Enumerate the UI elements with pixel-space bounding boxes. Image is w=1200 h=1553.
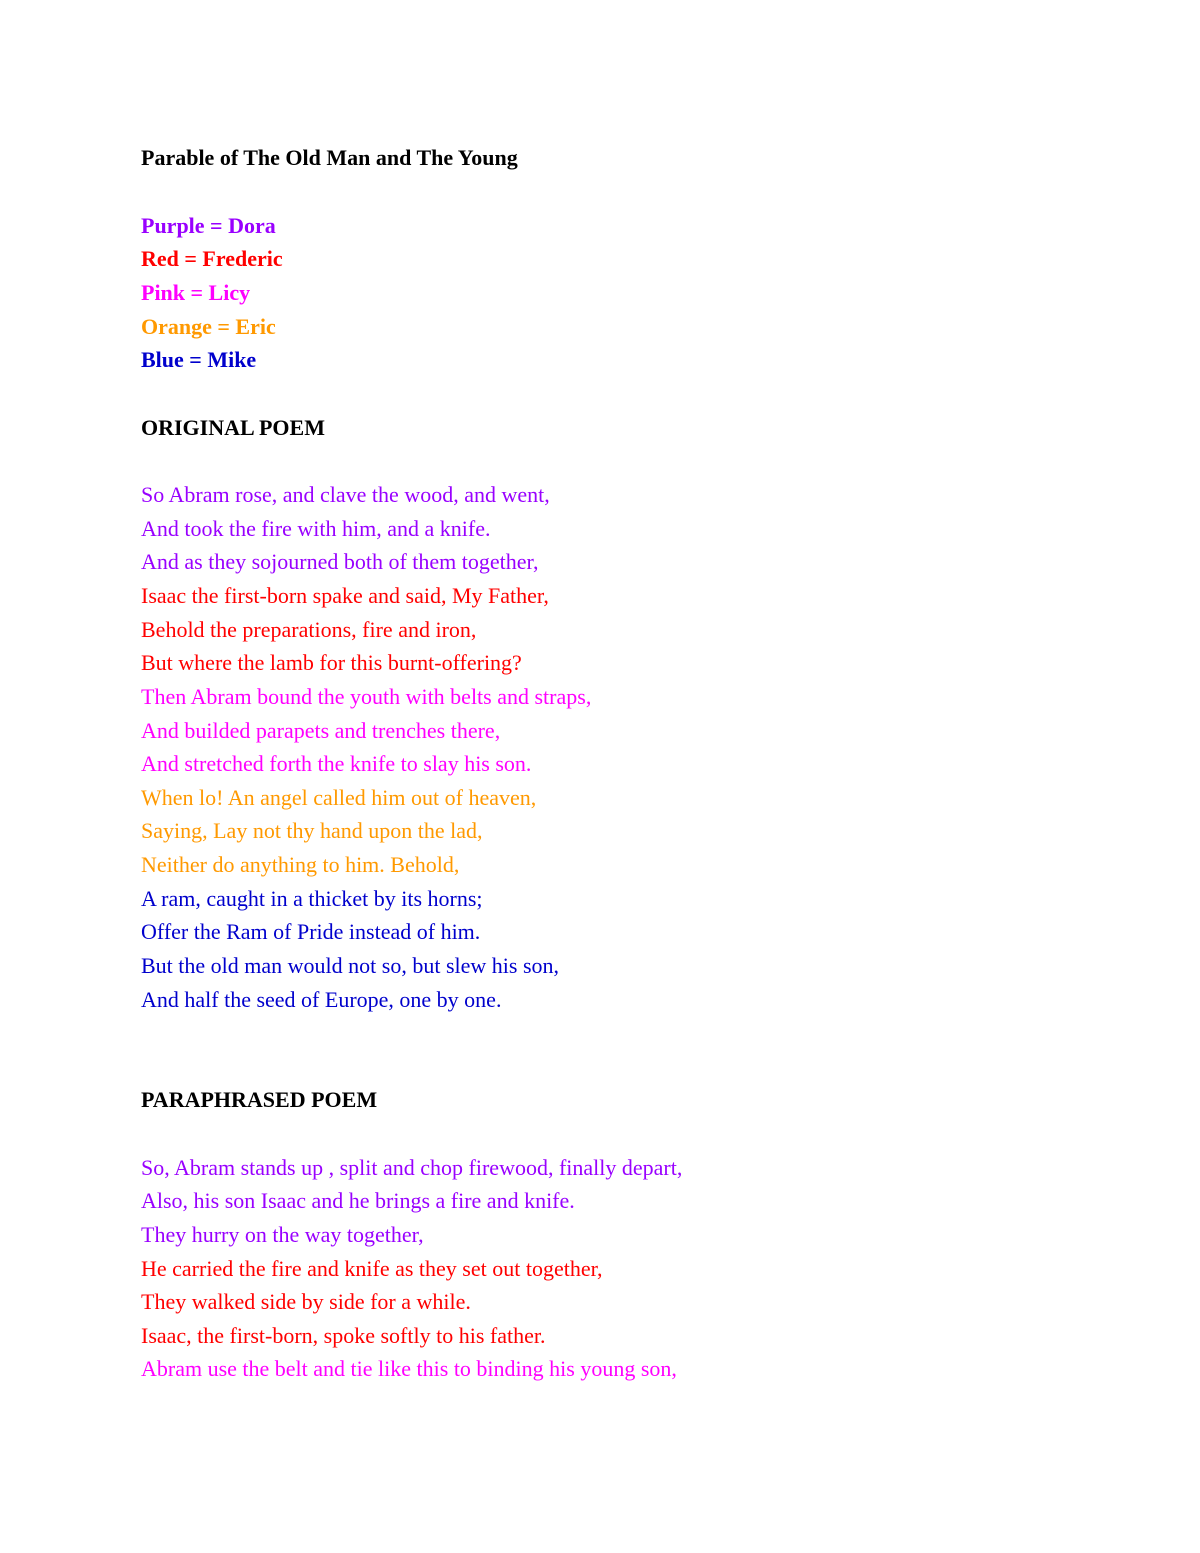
document-title: Parable of The Old Man and The Young <box>141 145 518 170</box>
poem-line: Abram use the belt and tie like this to binding his young son, <box>141 1356 677 1381</box>
poem-line: A ram, caught in a thicket by its horns; <box>141 886 483 911</box>
poem-line: Then Abram bound the youth with belts and straps, <box>141 684 592 709</box>
poem-line: When lo! An angel called him out of heaven, <box>141 785 537 810</box>
poem-line: And stretched forth the knife to slay his son. <box>141 751 532 776</box>
legend-item-mike: Blue = Mike <box>141 347 257 372</box>
legend-item-licy: Pink = Licy <box>141 280 251 305</box>
legend-item-frederic: Red = Frederic <box>141 246 283 271</box>
poem-line: But the old man would not so, but slew his son, <box>141 953 559 978</box>
poem-line: But where the lamb for this burnt-offering? <box>141 650 522 675</box>
poem-line: He carried the fire and knife as they set out together, <box>141 1256 603 1281</box>
poem-line: Isaac, the first-born, spoke softly to his father. <box>141 1323 546 1348</box>
poem-line: So Abram rose, and clave the wood, and went, <box>141 482 550 507</box>
paraphrased-poem-heading: PARAPHRASED POEM <box>141 1087 378 1112</box>
poem-line: Also, his son Isaac and he brings a fire and knife. <box>141 1188 575 1213</box>
poem-line: Offer the Ram of Pride instead of him. <box>141 919 481 944</box>
poem-line: They hurry on the way together, <box>141 1222 424 1247</box>
legend-item-dora: Purple = Dora <box>141 213 276 238</box>
legend-item-eric: Orange = Eric <box>141 314 276 339</box>
poem-line: And took the fire with him, and a knife. <box>141 516 491 541</box>
poem-line: And builded parapets and trenches there, <box>141 718 501 743</box>
poem-line: Behold the preparations, fire and iron, <box>141 617 477 642</box>
poem-line: And half the seed of Europe, one by one. <box>141 987 502 1012</box>
poem-line: Saying, Lay not thy hand upon the lad, <box>141 818 483 843</box>
original-poem-heading: ORIGINAL POEM <box>141 415 325 440</box>
poem-line: Neither do anything to him. Behold, <box>141 852 460 877</box>
poem-line: Isaac the first-born spake and said, My Father, <box>141 583 549 608</box>
poem-line: So, Abram stands up , split and chop firewood, finally depart, <box>141 1155 683 1180</box>
poem-line: They walked side by side for a while. <box>141 1289 471 1314</box>
poem-line: And as they sojourned both of them together, <box>141 549 539 574</box>
